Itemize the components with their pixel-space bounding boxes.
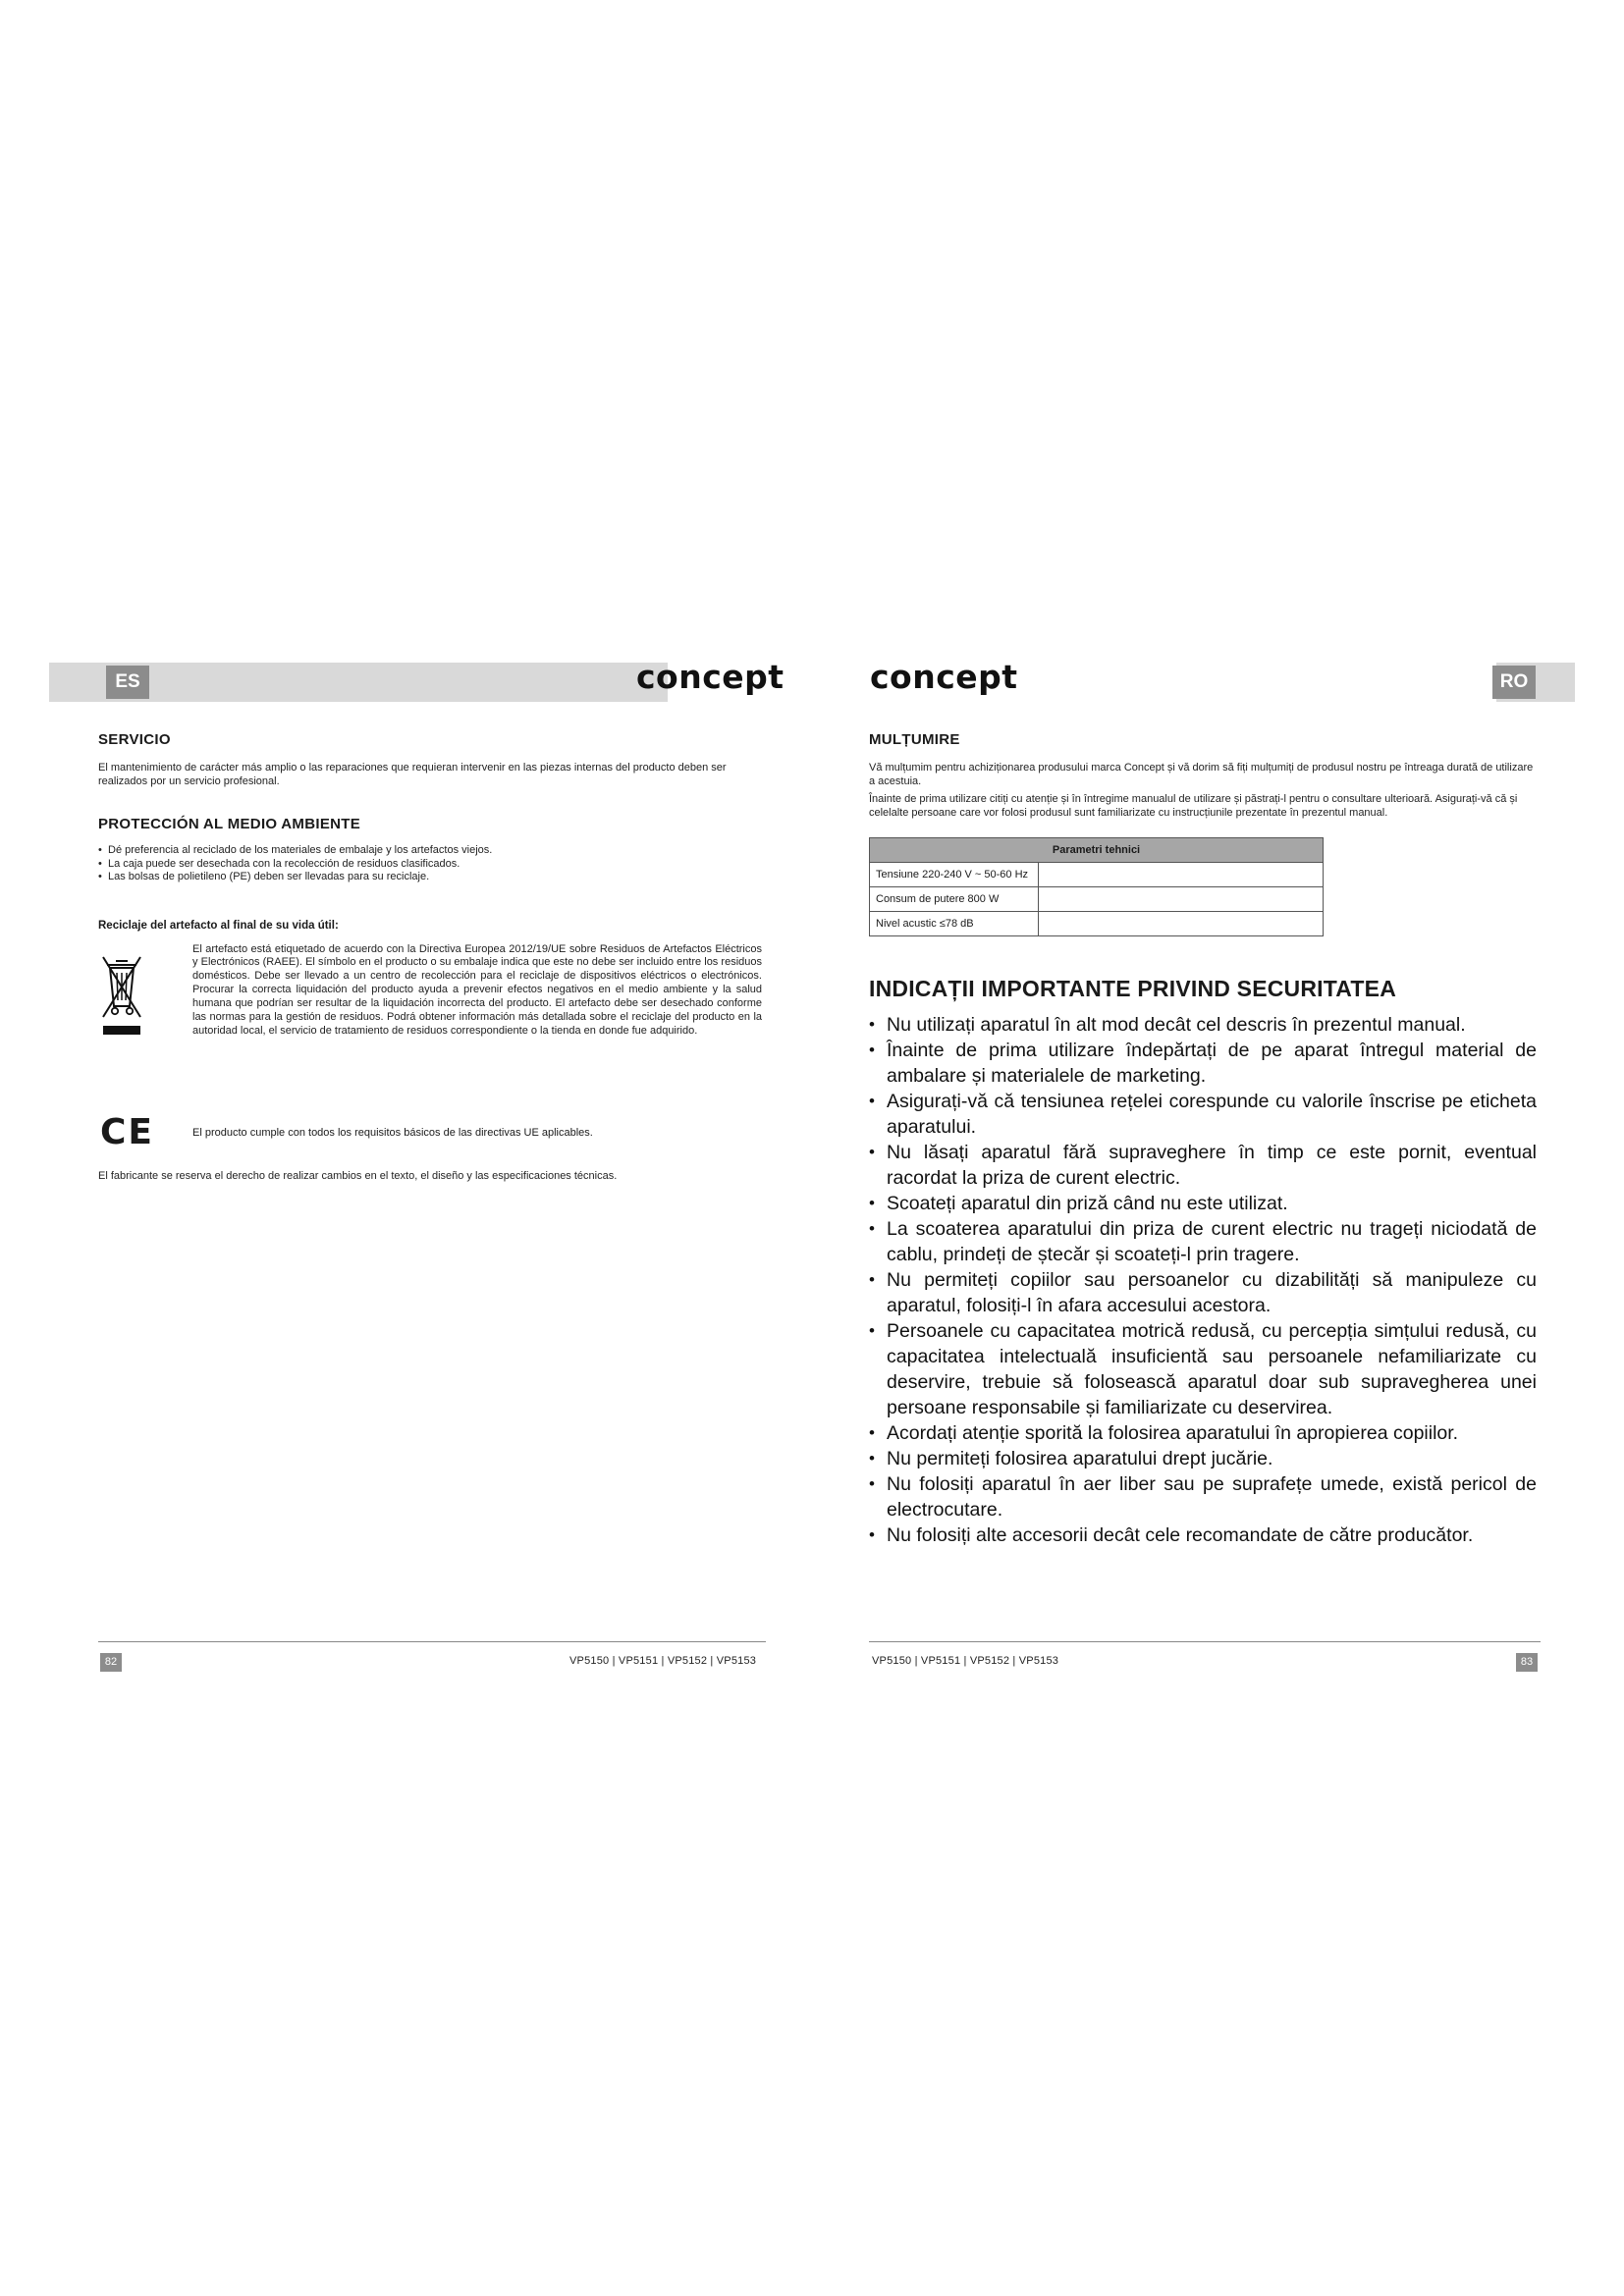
fabricante-text: El fabricante se reserva el derecho de realizar cambios en el texto, el diseño y las especificaciones técnicas. [98,1169,618,1182]
reciclaje-text: El artefacto está etiquetado de acuerdo con la Directiva Europea 2012/19/UE sobre Residuos de Artefactos Eléctricos y Electrónicos (RAEE). El símbolo en el producto o su embalaje indica que este no debe ser incluido entre los residuos domésticos. Debe ser llevado a un centro de recolección para el reciclaje de dispositivos eléctricos o electrónicos. Procurar la correcta liquidación del producto ayuda a prevenir efectos negativos en el medio ambiente y la salud humana que podrían ser resultar de la liquidación incorrecta del producto. El artefacto debe ser desechado conforme las normas para la gestión de residuos. Podrá obtener información más detallada sobre el reciclaje del producto en la autoridad local, el servicio de tratamiento de residuos correspondiente o la tienda en donde fue adquirido. [192,942,762,1037]
medio-ambiente-heading: PROTECCIÓN AL MEDIO AMBIENTE [98,816,361,832]
table-cell: Nivel acustic ≤78 dB [870,912,1039,936]
multumire-heading: MULȚUMIRE [869,731,960,748]
page-es [98,731,762,1183]
list-item: • Las bolsas de polietileno (PE) deben ser llevadas para su reciclaje. [98,871,762,884]
list-item: • Asigurați-vă că tensiunea rețelei corespunde cu valorile înscrise pe eticheta aparatului. [869,1089,1537,1140]
list-item: • Nu folosiți alte accesorii decât cele recomandate de către producător. [869,1522,1537,1548]
list-item: • Nu folosiți aparatul în aer liber sau pe suprafețe umede, există pericol de electrocutare. [869,1471,1537,1522]
ce-text: El producto cumple con todos los requisitos básicos de las directivas UE aplicables. [192,1126,593,1139]
table-cell [1039,863,1324,887]
securitate-heading: INDICAȚII IMPORTANTE PRIVIND SECURITATEA [869,976,1396,1001]
tech-params-table [869,837,1324,936]
table-row [870,912,1324,936]
list-item: • La scoaterea aparatului din priza de curent electric nu trageți niciodată de cablu, prindeți de ștecăr și scoateți-l prin tragere. [869,1216,1537,1267]
page-ro [869,731,1537,1548]
page-number-left: 82 [100,1653,122,1672]
multumire-paragraph: Înainte de prima utilizare citiți cu atenție și în întregime manualul de utilizare și păstrați-l pentru o consultare ulterioară. Asigurați-vă că și celelalte persoane care vor folosi produsul sunt familiarizate cu instrucțiunile prezentate în prezentul manual. [869,793,1518,819]
page-number-right: 83 [1516,1653,1538,1672]
tech-table-header: Parametri tehnici [870,838,1324,863]
list-item: • Nu permiteți copiilor sau persoanelor cu dizabilități să manipuleze cu aparatul, folosiți-l în afara accesului acestora. [869,1267,1537,1318]
list-item: • Înainte de prima utilizare îndepărtați de pe aparat întregul material de ambalare și materialele de marketing. [869,1038,1537,1089]
brand-logo-left: concept [636,658,785,696]
lang-badge-es: ES [106,666,149,699]
weee-bin-icon [100,955,143,1043]
multumire-paragraph: Vă mulțumim pentru achiziționarea produsului marca Concept și vă dorim să fiți mulțumiți de produsul nostru pe întreaga durată de utilizare a acestuia. [869,762,1534,787]
list-item: • Nu utilizați aparatul în alt mod decât cel descris în prezentul manual. [869,1012,1537,1038]
brand-logo-right: concept [870,658,1018,696]
footer-rule-right [869,1641,1541,1642]
table-cell [1039,887,1324,912]
footer-models-right: VP5150 | VP5151 | VP5152 | VP5153 [872,1655,1059,1667]
list-item: • Scoateți aparatul din priză când nu este utilizat. [869,1191,1537,1216]
securitate-list [869,1012,1537,1548]
list-item: • Nu permiteți folosirea aparatului drept jucărie. [869,1446,1537,1471]
table-cell: Tensiune 220-240 V ~ 50-60 Hz [870,863,1039,887]
ce-mark-icon: CE [100,1111,155,1152]
table-cell [1039,912,1324,936]
list-item: • Persoanele cu capacitatea motrică redusă, cu percepția simțului redusă, cu capacitatea intelectuală insuficientă sau persoanele nefamiliarizate cu deservire, trebuie să folosească aparatul doar sub supravegherea unei persoane responsabile și familiarizate cu deservirea. [869,1318,1537,1420]
table-row [870,863,1324,887]
medio-ambiente-list [98,844,762,884]
list-item: • Acordați atenție sporită la folosirea aparatului în apropierea copiilor. [869,1420,1537,1446]
reciclaje-heading: Reciclaje del artefacto al final de su vida útil: [98,919,339,932]
footer-rule-left [98,1641,766,1642]
table-cell: Consum de putere 800 W [870,887,1039,912]
footer-models-left: VP5150 | VP5151 | VP5152 | VP5153 [569,1655,757,1667]
lang-badge-ro: RO [1492,666,1536,699]
servicio-heading: SERVICIO [98,731,171,748]
list-item: • Nu lăsați aparatul fără supraveghere în timp ce este pornit, eventual racordat la priza de curent electric. [869,1140,1537,1191]
weee-block [98,943,762,1089]
ce-block [98,1112,762,1157]
list-item: • La caja puede ser desechada con la recolección de residuos clasificados. [98,858,762,872]
servicio-text: El mantenimiento de carácter más amplio o las reparaciones que requieran intervenir en las piezas internas del producto deben ser realizados por un servicio profesional. [98,762,727,787]
list-item: • Dé preferencia al reciclado de los materiales de embalaje y los artefactos viejos. [98,844,762,858]
table-row [870,887,1324,912]
